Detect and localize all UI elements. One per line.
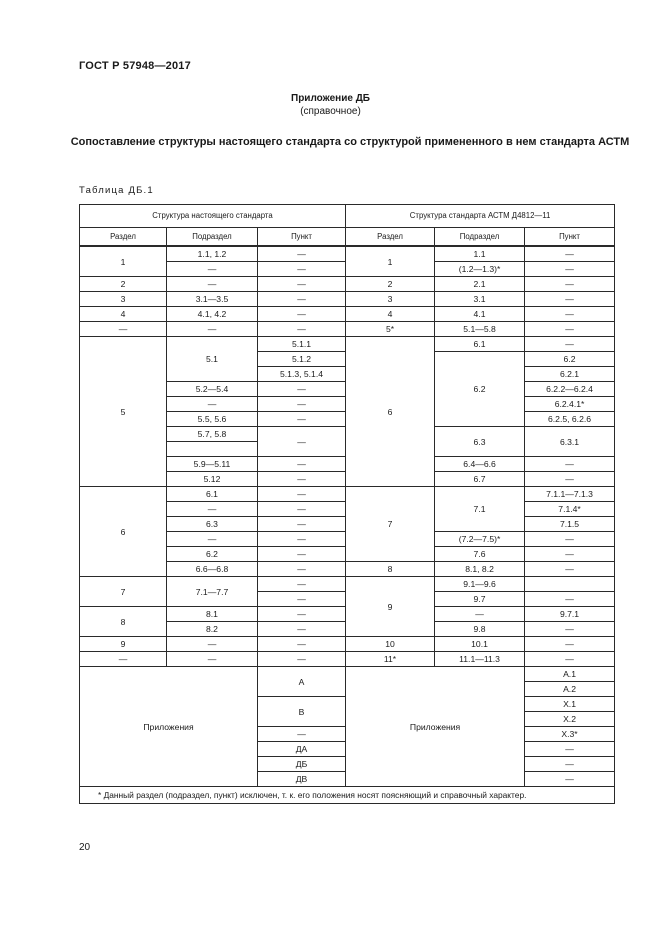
table-cell: ДВ bbox=[258, 772, 346, 787]
table-cell: — bbox=[258, 727, 346, 742]
table-cell: — bbox=[525, 547, 615, 562]
table-cell: 1 bbox=[346, 246, 435, 277]
table-cell: 5.1.3, 5.1.4 bbox=[258, 367, 346, 382]
table-cell: X.3* bbox=[525, 727, 615, 742]
table-cell: 3 bbox=[80, 292, 167, 307]
table-cell: — bbox=[525, 592, 615, 607]
annex-subtitle: (справочное) bbox=[300, 106, 361, 117]
table-row bbox=[80, 652, 615, 667]
table-cell: 4 bbox=[80, 307, 167, 322]
table-cell: — bbox=[258, 307, 346, 322]
table-cell: — bbox=[167, 397, 258, 412]
table-cell: — bbox=[258, 292, 346, 307]
table-cell: 6.7 bbox=[435, 472, 525, 487]
table-cell: — bbox=[525, 622, 615, 637]
table-cell: — bbox=[258, 532, 346, 547]
table-cell: 9 bbox=[80, 637, 167, 652]
table-cell: — bbox=[258, 472, 346, 487]
table-cell: — bbox=[525, 637, 615, 652]
table-cell: — bbox=[167, 652, 258, 667]
table-cell: 5.12 bbox=[167, 472, 258, 487]
table-cell: 7.1.5 bbox=[525, 517, 615, 532]
table-cell: 5.1.2 bbox=[258, 352, 346, 367]
table-cell: 8 bbox=[80, 607, 167, 637]
table-cell: (7.2—7.5)* bbox=[435, 532, 525, 547]
table-cell: 2 bbox=[80, 277, 167, 292]
table-cell: — bbox=[258, 652, 346, 667]
table-cell: 7.1 bbox=[435, 487, 525, 532]
column-header: Раздел bbox=[80, 228, 167, 247]
table-cell: — bbox=[258, 412, 346, 427]
table-cell: 6.6—6.8 bbox=[167, 562, 258, 577]
table-cell: 4.1 bbox=[435, 307, 525, 322]
table-cell: — bbox=[525, 472, 615, 487]
table-cell: 2.1 bbox=[435, 277, 525, 292]
table-cell: — bbox=[258, 622, 346, 637]
table-cell: 9.7.1 bbox=[525, 607, 615, 622]
table-row bbox=[80, 487, 615, 502]
group-header-row bbox=[80, 205, 615, 228]
table-cell: 7 bbox=[346, 487, 435, 562]
table-cell: 4.1, 4.2 bbox=[167, 307, 258, 322]
table-cell: 7.1.4* bbox=[525, 502, 615, 517]
table-cell: А.2 bbox=[525, 682, 615, 697]
table-cell: 1.1, 1.2 bbox=[167, 246, 258, 262]
table-cell: 5.7, 5.8 bbox=[167, 427, 258, 442]
table-cell: — bbox=[80, 322, 167, 337]
table-cell: — bbox=[80, 652, 167, 667]
table-cell: — bbox=[258, 592, 346, 607]
table-cell: — bbox=[258, 547, 346, 562]
table-cell: — bbox=[525, 246, 615, 262]
table-cell: 6.2 bbox=[167, 547, 258, 562]
table-cell: — bbox=[258, 487, 346, 502]
table-cell: 9.1—9.6 bbox=[435, 577, 525, 592]
table-cell: 6.1 bbox=[435, 337, 525, 352]
table-cell: 5.1 bbox=[167, 337, 258, 382]
table-cell: В bbox=[258, 697, 346, 727]
table-cell: 1 bbox=[80, 246, 167, 277]
table-cell: — bbox=[167, 277, 258, 292]
table-cell: 8.1 bbox=[167, 607, 258, 622]
table-cell: 11.1—11.3 bbox=[435, 652, 525, 667]
table-cell: — bbox=[525, 292, 615, 307]
table-cell: 3.1 bbox=[435, 292, 525, 307]
table-cell: 5 bbox=[80, 337, 167, 487]
table-cell: 4 bbox=[346, 307, 435, 322]
table-cell: ДБ bbox=[258, 757, 346, 772]
table-cell: — bbox=[435, 607, 525, 622]
table-cell: — bbox=[258, 427, 346, 457]
table-cell: — bbox=[167, 262, 258, 277]
table-cell: — bbox=[167, 532, 258, 547]
table-cell: — bbox=[258, 562, 346, 577]
table-cell: — bbox=[525, 457, 615, 472]
annex-heading bbox=[0, 92, 661, 118]
table-cell: 6 bbox=[346, 337, 435, 487]
annex-title: Приложение ДБ bbox=[291, 93, 370, 104]
table-cell: — bbox=[258, 502, 346, 517]
table-cell: А.1 bbox=[525, 667, 615, 682]
table-cell: — bbox=[258, 397, 346, 412]
column-header: Пункт bbox=[525, 228, 615, 247]
table-cell: — bbox=[525, 757, 615, 772]
table-cell: X.2 bbox=[525, 712, 615, 727]
table-cell: 8.2 bbox=[167, 622, 258, 637]
table-cell: — bbox=[167, 502, 258, 517]
group-header-astm-standard: Структура стандарта АСТМ Д4812—11 bbox=[346, 205, 615, 228]
table-cell: 2 bbox=[346, 277, 435, 292]
table-cell: — bbox=[525, 652, 615, 667]
table-cell: 6.3.1 bbox=[525, 427, 615, 457]
table-cell: 9 bbox=[346, 577, 435, 637]
table-cell: 6.3 bbox=[435, 427, 525, 457]
table-cell: 6.2 bbox=[435, 352, 525, 427]
column-header: Пункт bbox=[258, 228, 346, 247]
table-cell: 9.8 bbox=[435, 622, 525, 637]
table-cell: 7.1.1—7.1.3 bbox=[525, 487, 615, 502]
table-cell: (1.2—1.3)* bbox=[435, 262, 525, 277]
table-cell: 10 bbox=[346, 637, 435, 652]
table-cell bbox=[167, 442, 258, 457]
column-header: Подраздел bbox=[435, 228, 525, 247]
table-row bbox=[80, 277, 615, 292]
table-cell: 6.2.5, 6.2.6 bbox=[525, 412, 615, 427]
table-cell: — bbox=[525, 772, 615, 787]
table-cell: — bbox=[258, 517, 346, 532]
table-cell: — bbox=[258, 457, 346, 472]
table-cell: — bbox=[525, 742, 615, 757]
table-cell: — bbox=[525, 532, 615, 547]
table-cell: — bbox=[258, 637, 346, 652]
standard-code: ГОСТ Р 57948—2017 bbox=[79, 60, 191, 72]
table-cell: 8 bbox=[346, 562, 435, 577]
table-cell: 7.6 bbox=[435, 547, 525, 562]
table-caption: Таблица ДБ.1 bbox=[79, 185, 154, 196]
table-cell: — bbox=[525, 277, 615, 292]
table-row bbox=[80, 292, 615, 307]
table-cell: 6.2.2—6.2.4 bbox=[525, 382, 615, 397]
table-row bbox=[80, 246, 615, 262]
table-cell: — bbox=[167, 322, 258, 337]
group-header-this-standard: Структура настоящего стандарта bbox=[80, 205, 346, 228]
table-cell: 5.1—5.8 bbox=[435, 322, 525, 337]
table-cell: 6.2.1 bbox=[525, 367, 615, 382]
column-header-row bbox=[80, 228, 615, 247]
table-cell: 6 bbox=[80, 487, 167, 577]
table-cell: 5.5, 5.6 bbox=[167, 412, 258, 427]
table-cell: — bbox=[258, 607, 346, 622]
document-title: Сопоставление структуры настоящего стандарта со структурой примененного в нем стандарта АСТМ bbox=[70, 136, 630, 148]
table-cell: 5.1.1 bbox=[258, 337, 346, 352]
table-cell: — bbox=[525, 322, 615, 337]
table-footnote: * Данный раздел (подраздел, пункт) исключен, т. к. его положения носят поясняющий и справочный характер. bbox=[80, 787, 615, 804]
table-cell: 5* bbox=[346, 322, 435, 337]
table-cell: 7.1—7.7 bbox=[167, 577, 258, 607]
table-cell bbox=[525, 577, 615, 592]
table-row bbox=[80, 307, 615, 322]
table-row bbox=[80, 337, 615, 352]
table-cell: 11* bbox=[346, 652, 435, 667]
table-cell: — bbox=[525, 562, 615, 577]
table-cell: 6.2 bbox=[525, 352, 615, 367]
table-cell: 6.2.4.1* bbox=[525, 397, 615, 412]
table-row bbox=[80, 667, 615, 682]
comparison-table bbox=[79, 204, 615, 804]
table-cell: 6.1 bbox=[167, 487, 258, 502]
table-cell: — bbox=[525, 337, 615, 352]
table-cell: ДА bbox=[258, 742, 346, 757]
table-cell: 3.1—3.5 bbox=[167, 292, 258, 307]
column-header: Раздел bbox=[346, 228, 435, 247]
table-row bbox=[80, 637, 615, 652]
page-number: 20 bbox=[79, 842, 91, 853]
table-cell: — bbox=[258, 277, 346, 292]
table-cell: — bbox=[258, 322, 346, 337]
table-cell: 5.9—5.11 bbox=[167, 457, 258, 472]
table-cell: — bbox=[258, 246, 346, 262]
table-cell: 7 bbox=[80, 577, 167, 607]
table-cell: 10.1 bbox=[435, 637, 525, 652]
table-cell: 6.4—6.6 bbox=[435, 457, 525, 472]
table-cell: 9.7 bbox=[435, 592, 525, 607]
table-cell: 5.2—5.4 bbox=[167, 382, 258, 397]
table-cell: — bbox=[525, 307, 615, 322]
table-cell: — bbox=[258, 577, 346, 592]
table-cell: 1.1 bbox=[435, 246, 525, 262]
table-cell: 3 bbox=[346, 292, 435, 307]
table-cell: X.1 bbox=[525, 697, 615, 712]
table-row bbox=[80, 577, 615, 592]
table-cell: — bbox=[525, 262, 615, 277]
table-cell: Приложения bbox=[346, 667, 525, 787]
table-row bbox=[80, 322, 615, 337]
table-cell: — bbox=[167, 637, 258, 652]
table-cell: 8.1, 8.2 bbox=[435, 562, 525, 577]
table-cell: 6.3 bbox=[167, 517, 258, 532]
table-cell: Приложения bbox=[80, 667, 258, 787]
footnote-row bbox=[80, 787, 615, 804]
column-header: Подраздел bbox=[167, 228, 258, 247]
table-cell: — bbox=[258, 382, 346, 397]
table-cell: — bbox=[258, 262, 346, 277]
table-cell: А bbox=[258, 667, 346, 697]
